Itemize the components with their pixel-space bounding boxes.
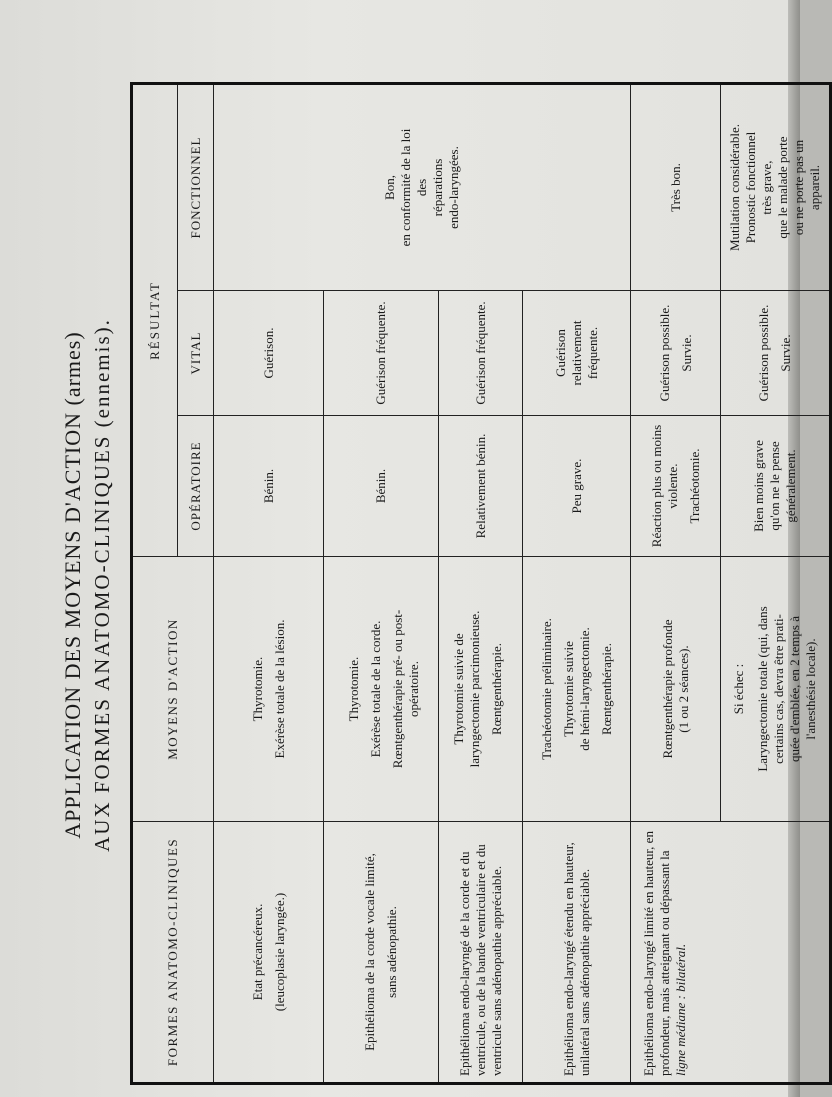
cell-operatoire: Réaction plus ou moins violente. Trachéotomie. — [631, 416, 721, 557]
cell-operatoire: Peu grave. — [523, 416, 631, 557]
cell-forme: Epithélioma de la corde vocale limité, sans adénopathie. — [324, 822, 439, 1084]
table-row — [631, 84, 721, 1084]
cell-moyens: Thyrotomie. Exérèse totale de la lésion. — [214, 557, 324, 822]
cell-moyens: Si échec : Laryngectomie totale (qui, dans certains cas, devra être prati- quée d'emblée, en 2 temps à l'anesthésie locale). — [721, 557, 831, 822]
cell-forme: Epithélioma endo-laryngé de la corde et du ventricule, ou de la bande ventriculaire et du ventricule sans adénopathie appréciable. — [439, 822, 523, 1084]
cell-vital: Guérison fréquente. — [439, 291, 523, 416]
cell-operatoire: Bénin. — [214, 416, 324, 557]
treatment-table — [130, 82, 832, 1085]
table-row — [214, 84, 324, 1084]
rotated-table-block — [60, 85, 822, 1085]
cell-forme: Epithélioma endo-laryngé étendu en hauteur, unilatéral sans adénopathie appréciable. — [523, 822, 631, 1084]
table-title: APPLICATION DES MOYENS D'ACTION (armes) — [60, 331, 85, 839]
header-resultat: RÉSULTAT — [132, 84, 178, 557]
header-row-1 — [132, 84, 178, 1084]
cell-operatoire: Bien moins grave qu'on ne le pense généralement. — [721, 416, 831, 557]
header-vital: VITAL — [178, 291, 214, 416]
cell-vital: Guérison fréquente. — [324, 291, 439, 416]
cell-moyens: Thyrotomie. Exérèse totale de la corde. Rœntgenthérapie pré- ou post- opératoire. — [324, 557, 439, 822]
cell-operatoire: Relativement bénin. — [439, 416, 523, 557]
cell-operatoire: Bénin. — [324, 416, 439, 557]
cell-vital: Guérison possible. Survie. — [721, 291, 831, 416]
header-operatoire: OPÉRATOIRE — [178, 416, 214, 557]
cell-moyens: Thyrotomie suivie de laryngectomie parcimonieuse. Rœntgenthérapie. — [439, 557, 523, 822]
table-subtitle: AUX FORMES ANATOMO-CLINIQUES (ennemis). — [90, 318, 114, 852]
cell-fonctionnel: Mutilation considérable. Pronostic fonctionnel très grave, que le malade porte ou ne porte pas un appareil. — [721, 84, 831, 291]
cell-vital: Guérison relativement fréquente. — [523, 291, 631, 416]
header-formes: FORMES ANATOMO-CLINIQUES — [132, 822, 214, 1084]
cell-fonctionnel-merged: Bon, en conformité de la loi des réparations endo-laryngées. — [214, 84, 631, 291]
header-moyens: MOYENS D'ACTION — [132, 557, 214, 822]
cell-vital: Guérison possible. Survie. — [631, 291, 721, 416]
cell-forme: Etat précancéreux. (leucoplasie laryngée.) — [214, 822, 324, 1084]
cell-moyens: Rœntgenthérapie profonde (1 ou 2 séances). — [631, 557, 721, 822]
cell-forme: Epithélioma endo-laryngé limité en hauteur, en profondeur, mais atteignant ou dépassant la ligne médiane : bilatéral. — [631, 822, 831, 1084]
cell-vital: Guérison. — [214, 291, 324, 416]
cell-fonctionnel: Très bon. — [631, 84, 721, 291]
header-fonctionnel: FONCTIONNEL — [178, 84, 214, 291]
cell-moyens: Trachéotomie préliminaire. Thyrotomie suivie de hémi-laryngectomie. Rœntgenthérapie. — [523, 557, 631, 822]
